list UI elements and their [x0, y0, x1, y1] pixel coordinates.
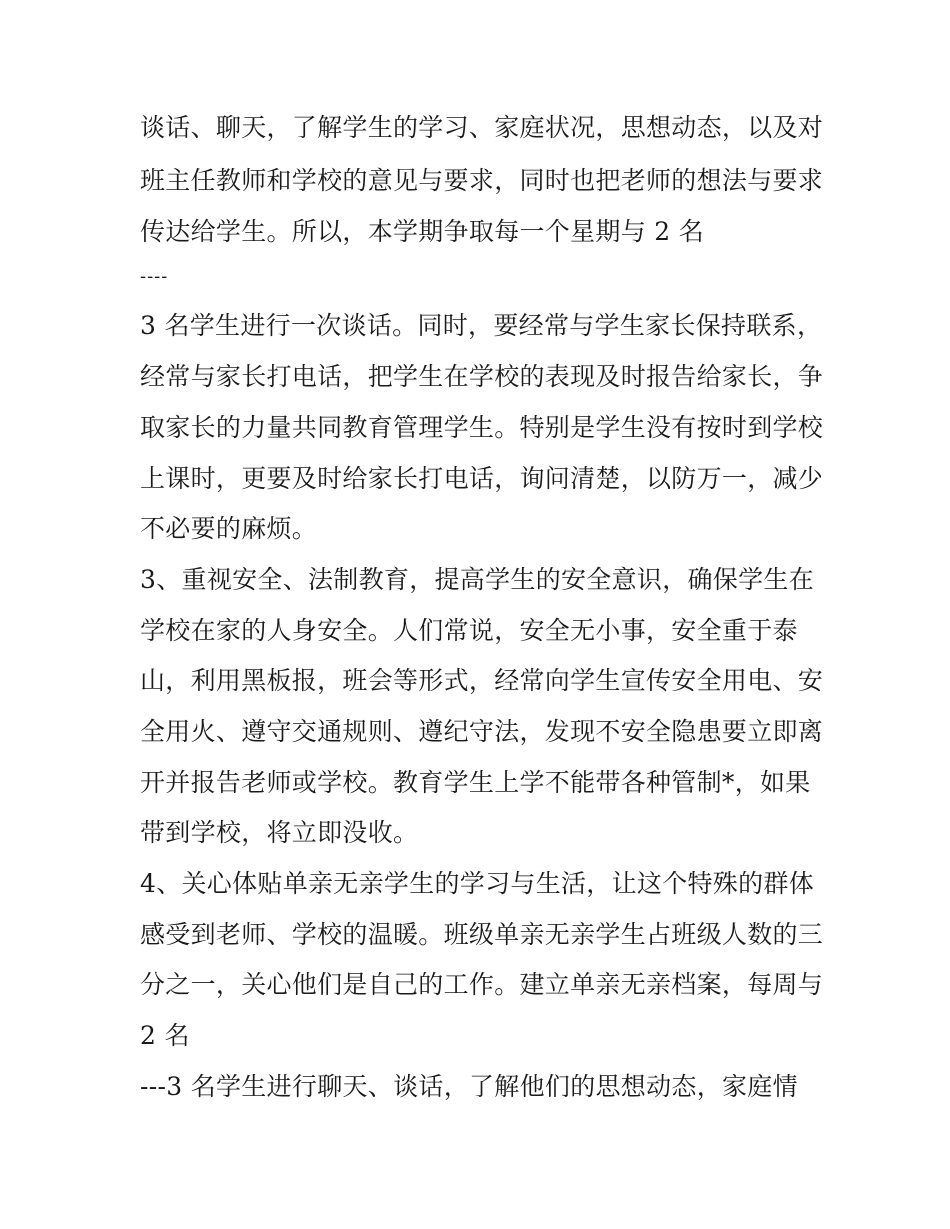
text-line: 经常与家长打电话，把学生在学校的表现及时报告给家长，争 [140, 362, 824, 391]
section-4-heading-line: 4、关心体贴单亲无亲学生的学习与生活，让这个特殊的群体 [140, 869, 815, 898]
text-line: 全用火、遵守交通规则、遵纪守法，发现不安全隐患要立即离 [140, 717, 824, 746]
text-line: 传达给学生。所以，本学期争取每一个星期与 2 名 [140, 217, 705, 246]
text-line: 感受到老师、学校的温暖。班级单亲无亲学生占班级人数的三 [140, 920, 824, 949]
text-line: 带到学校，将立即没收。 [140, 818, 419, 847]
separator-dashes: ---- [140, 266, 169, 287]
text-line: 开并报告老师或学校。教育学生上学不能带各种管制*，如果 [140, 768, 811, 797]
text-line: 山，利用黑板报，班会等形式，经常向学生宣传安全用电、安 [140, 666, 824, 695]
text-line: ---3 名学生进行聊天、谈话，了解他们的思想动态，家庭情 [140, 1072, 798, 1101]
text-line: 分之一，关心他们是自己的工作。建立单亲无亲档案，每周与 [140, 970, 824, 999]
text-line: 3 名学生进行一次谈话。同时，要经常与学生家长保持联系， [140, 311, 823, 340]
text-line: 不必要的麻烦。 [140, 514, 318, 543]
text-line: 谈话、聊天，了解学生的学习、家庭状况，思想动态，以及对 [140, 113, 824, 142]
section-3-heading-line: 3、重视安全、法制教育，提高学生的安全意识，确保学生在 [140, 565, 815, 594]
text-line: 2 名 [140, 1021, 190, 1050]
text-line: 班主任教师和学校的意见与要求，同时也把老师的想法与要求 [140, 166, 824, 195]
text-line: 取家长的力量共同教育管理学生。特别是学生没有按时到学校 [140, 413, 824, 442]
text-line: 学校在家的人身安全。人们常说，安全无小事，安全重于泰 [140, 616, 798, 645]
text-line: 上课时，更要及时给家长打电话，询问清楚，以防万一，减少 [140, 464, 824, 493]
